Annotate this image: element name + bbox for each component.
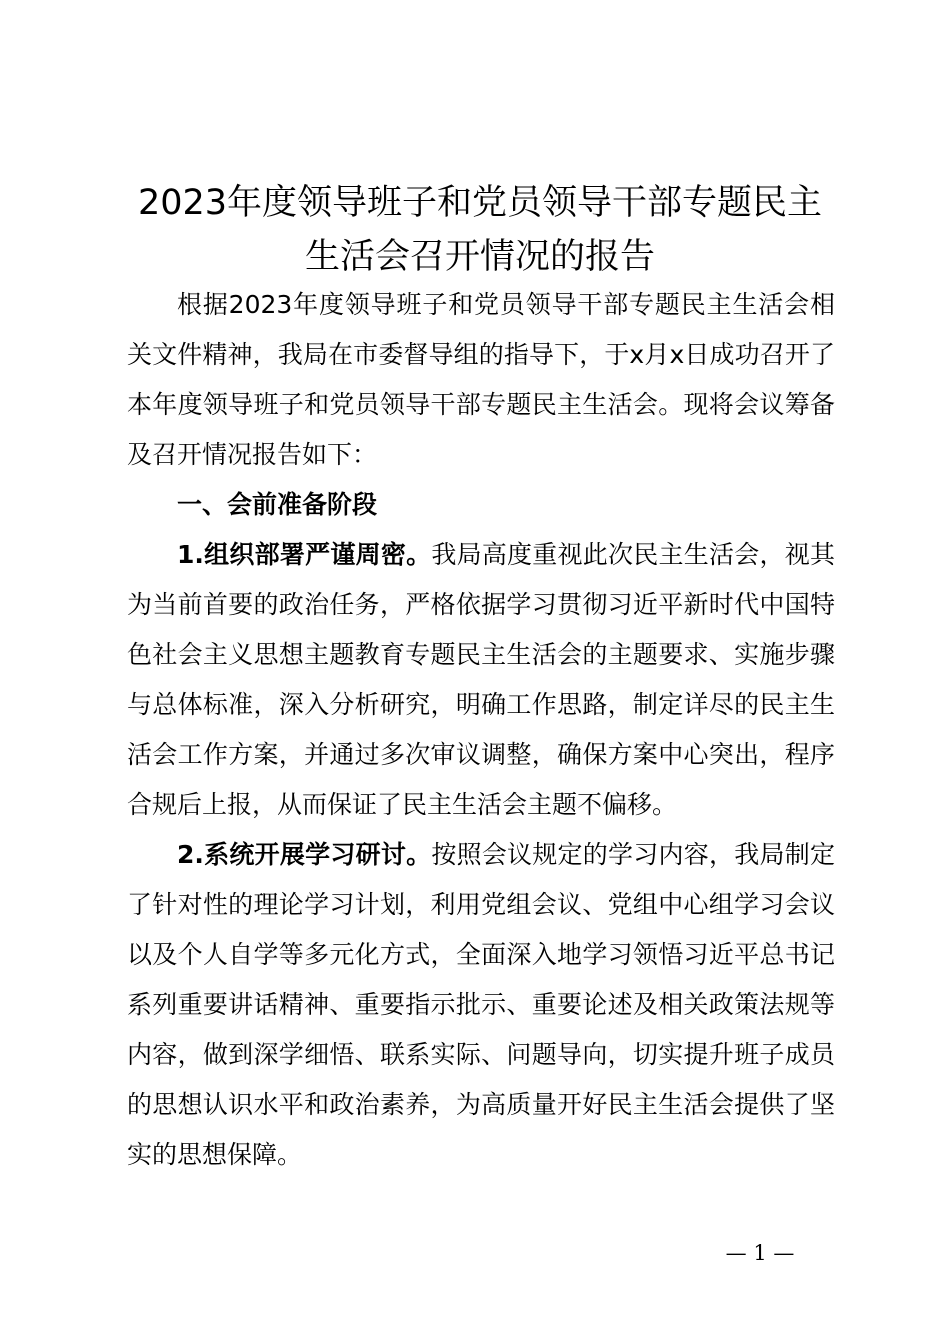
intro-paragraph: 根据2023年度领导班子和党员领导干部专题民主生活会相关文件精神，我局在市委督导组的指导下，于x月x日成功召开了本年度领导班子和党员领导干部专题民主生活会。现将会议筹备及召开情况报告如下： [127,290,835,469]
item-1-body: 我局高度重视此次民主生活会，视其为当前首要的政治任务，严格依据学习贯彻习近平新时代中国特色社会主义思想主题教育专题民主生活会的主题要求、实施步骤与总体标准，深入分析研究，明确工作思路，制定详尽的民主生活会工作方案，并通过多次审议调整，确保方案中心突出，程序合规后上报，从而保证了民主生活会主题不偏移。 [127,540,835,819]
item-1-paragraph [127,530,835,830]
item-2-paragraph [127,830,835,1180]
title-line-2: 生活会召开情况的报告 [304,237,655,277]
item-2-body: 按照会议规定的学习内容，我局制定了针对性的理论学习计划，利用党组会议、党组中心组学习会议以及个人自学等多元化方式，全面深入地学习领悟习近平总书记系列重要讲话精神、重要指示批示、重要论述及相关政策法规等内容，做到深学细悟、联系实际、问题导向，切实提升班子成员的思想认识水平和政治素养，为高质量开好民主生活会提供了坚实的思想保障。 [127,840,835,1169]
page-number: — 1 — [725,1241,795,1265]
document-title [100,176,860,284]
item-1-lead: 1.组织部署严谨周密。 [177,540,432,569]
document-body [127,280,835,1180]
section-heading: 一、会前准备阶段 [177,490,378,519]
item-2-lead: 2.系统开展学习研讨。 [177,840,432,869]
title-line-1: 2023年度领导班子和党员领导干部专题民主 [137,183,823,223]
